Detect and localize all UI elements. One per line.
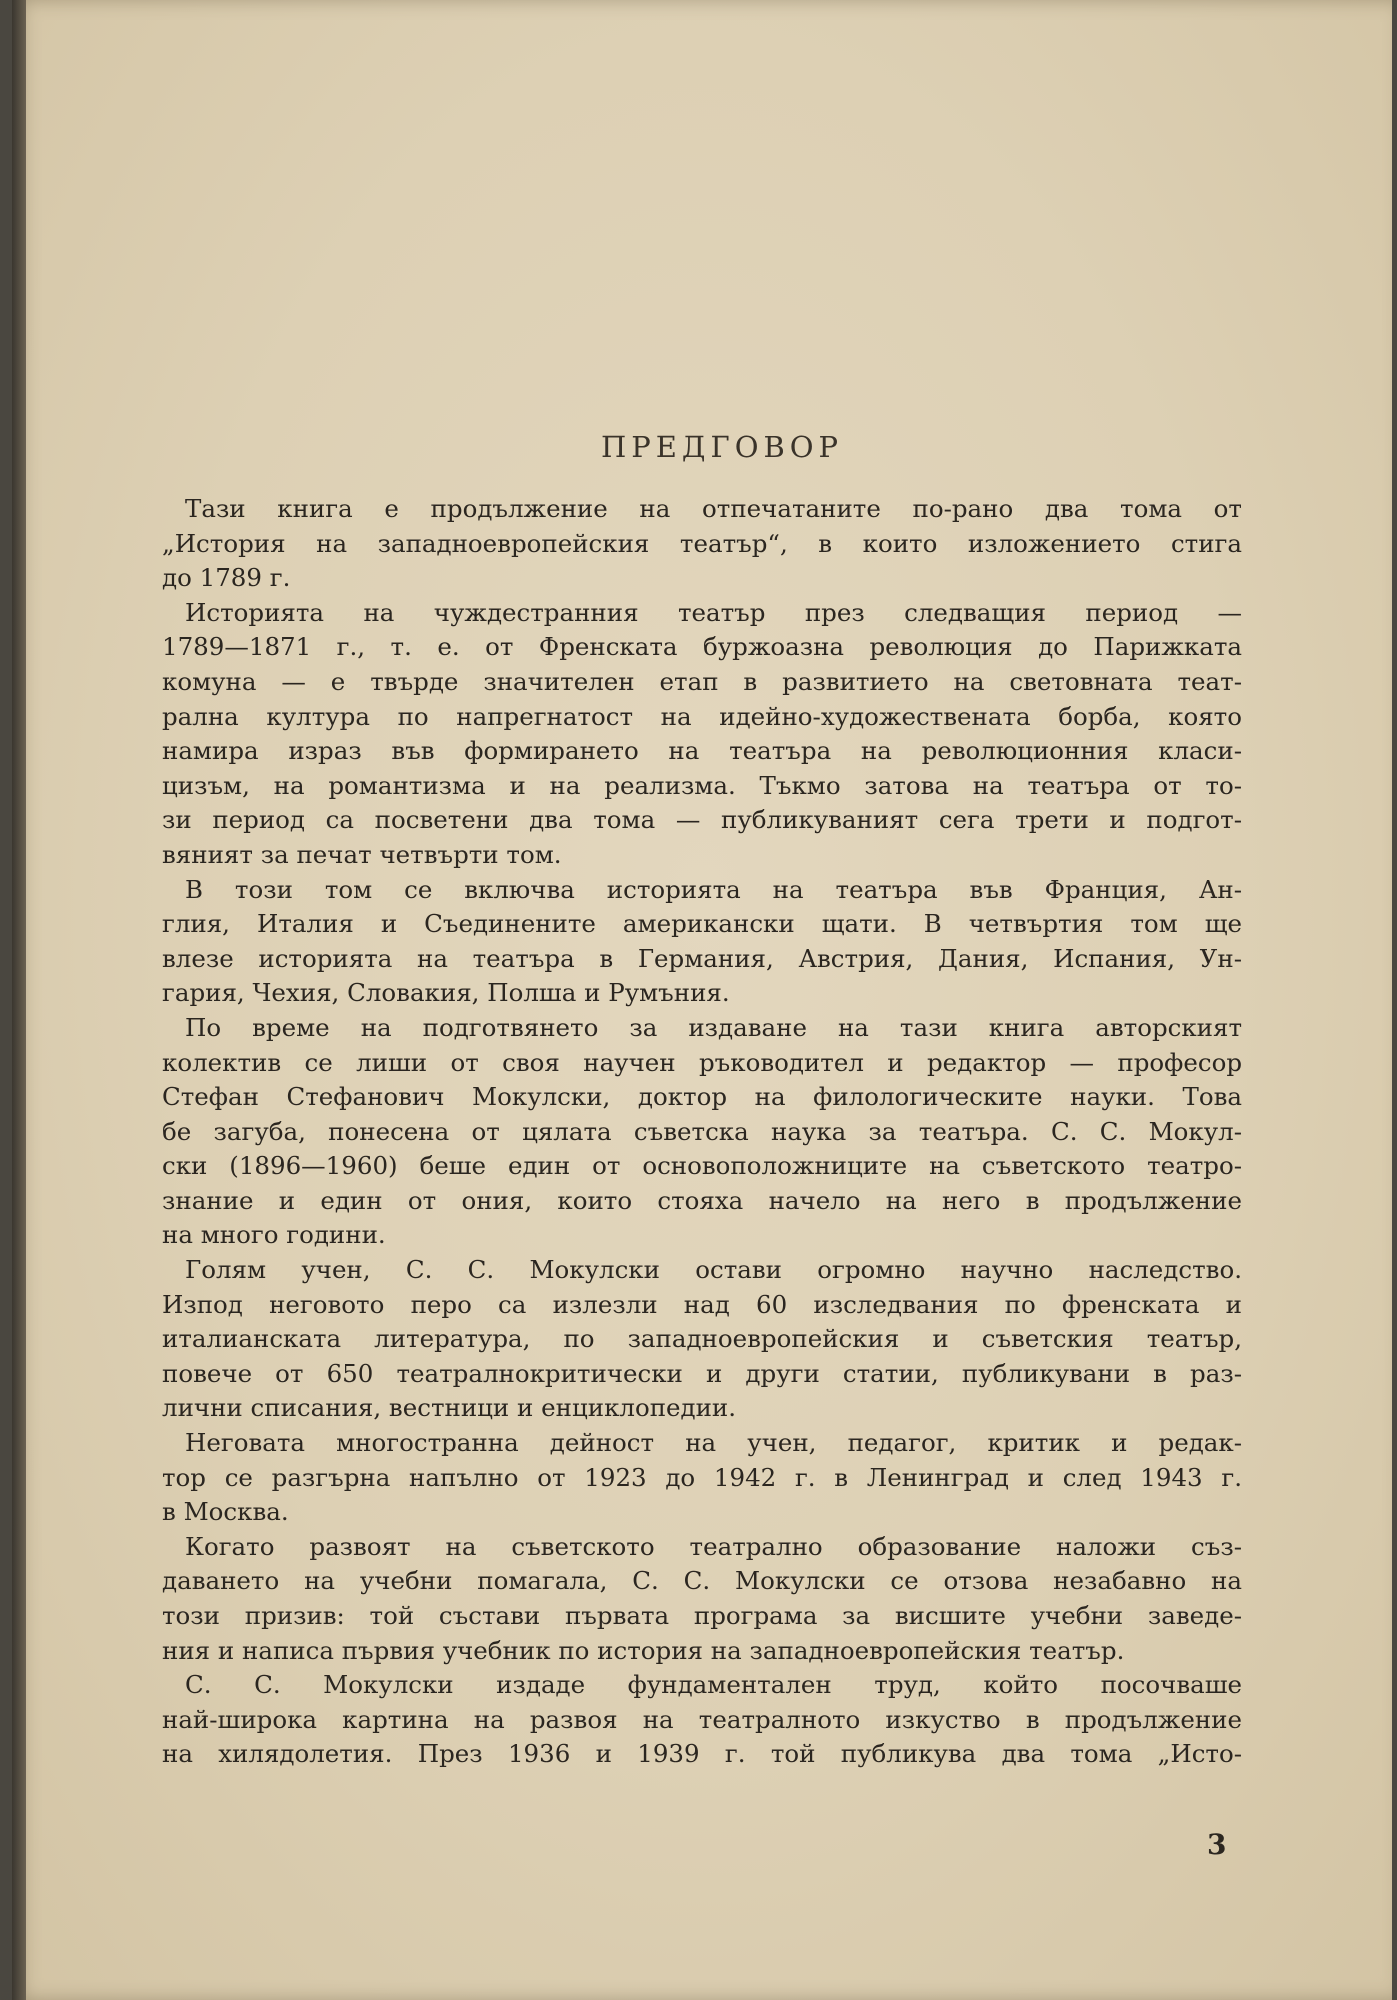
text-line: Неговата многостранна дейност на учен, педагог, критик и редак- bbox=[185, 1428, 1242, 1458]
text-line: С. С. Мокулски издаде фундаментален труд, който посочваше bbox=[185, 1670, 1242, 1700]
text-line: В този том се включва историята на театъра във Франция, Ан- bbox=[185, 874, 1242, 904]
text-line: на хилядолетия. През 1936 и 1939 г. той публикува два тома „Исто- bbox=[162, 1739, 1242, 1769]
text-line: По време на подготвянето за издаване на тази книга авторският bbox=[185, 1012, 1242, 1042]
text-line: колектив се лиши от своя научен ръководител и редактор — професор bbox=[162, 1047, 1242, 1077]
text-line: знание и един от ония, които стояха начело на него в продължение bbox=[162, 1185, 1242, 1215]
paragraph bbox=[162, 596, 1242, 873]
text-line: до 1789 г. bbox=[162, 563, 291, 593]
text-line: Когато развоят на съветското театрално образование наложи съз- bbox=[185, 1531, 1242, 1561]
text-line: комуна — е твърде значителен етап в развитието на световната теат- bbox=[162, 666, 1242, 696]
text-line: тор се разгърна напълно от 1923 до 1942 г. в Ленинград и след 1943 г. bbox=[162, 1462, 1242, 1492]
text-line: в Москва. bbox=[162, 1497, 289, 1527]
paragraph bbox=[162, 1011, 1242, 1253]
text-line: даването на учебни помагала, С. С. Мокулски се отзова незабавно на bbox=[162, 1566, 1242, 1596]
book-page bbox=[12, 0, 1392, 2000]
text-line: рална култура по напрегнатост на идейно-художествената борба, която bbox=[162, 701, 1242, 731]
text-line: Стефан Стефанович Мокулски, доктор на филологическите науки. Това bbox=[162, 1082, 1242, 1112]
paragraph bbox=[162, 873, 1242, 1011]
page-content bbox=[162, 430, 1242, 1772]
paragraph bbox=[162, 1668, 1242, 1772]
text-line: „История на западноевропейския театър“, в които изложението стига bbox=[162, 528, 1242, 558]
paragraph bbox=[162, 1530, 1242, 1668]
text-line: намира израз във формирането на театъра на революционния класи- bbox=[162, 736, 1242, 766]
paragraph bbox=[162, 1253, 1242, 1426]
text-line: италианската литература, по западноевропейския и съветския театър, bbox=[162, 1324, 1242, 1354]
text-line: на много години. bbox=[162, 1220, 386, 1250]
text-line: бе загуба, понесена от цялата съветска наука за театъра. С. С. Мокул- bbox=[162, 1116, 1242, 1146]
page-title: ПРЕДГОВОР bbox=[600, 430, 844, 464]
text-line: влезе историята на театъра в Германия, Австрия, Дания, Испания, Ун- bbox=[162, 943, 1242, 973]
text-line: повече от 650 театралнокритически и други статии, публикувани в раз- bbox=[162, 1358, 1242, 1388]
text-line: 1789—1871 г., т. е. от Френската буржоазна революция до Парижката bbox=[162, 632, 1242, 662]
text-line: гария, Чехия, Словакия, Полша и Румъния. bbox=[162, 978, 730, 1008]
text-line: Изпод неговото перо са излезли над 60 изследвания по френската и bbox=[162, 1289, 1242, 1319]
text-line: най-широка картина на развоя на театралното изкуство в продължение bbox=[162, 1704, 1242, 1734]
text-line: лични списания, вестници и енциклопедии. bbox=[162, 1393, 737, 1423]
text-line: ски (1896—1960) беше един от основоположниците на съветското театро- bbox=[162, 1151, 1242, 1181]
paragraph bbox=[162, 492, 1242, 596]
text-line: ния и написа първия учебник по история на западноевропейския театър. bbox=[162, 1635, 1125, 1665]
text-line: този призив: той състави първата програма за висшите учебни заведе- bbox=[162, 1601, 1242, 1630]
text-line: глия, Италия и Съединените американски щати. В четвъртия том ще bbox=[162, 909, 1242, 939]
book-spine bbox=[12, 0, 26, 2000]
text-line: цизъм, на романтизма и на реализма. Тъкмо затова на театъра от то- bbox=[162, 770, 1242, 800]
text-line: вяният за печат четвърти том. bbox=[162, 839, 562, 869]
text-line: Историята на чуждестранния театър през следващия период — bbox=[185, 597, 1242, 627]
paragraph bbox=[162, 1426, 1242, 1530]
text-line: Тази книга е продължение на отпечатаните по-рано два тома от bbox=[185, 494, 1242, 523]
text-line: Голям учен, С. С. Мокулски остави огромно научно наследство. bbox=[185, 1255, 1242, 1285]
text-line: зи период са посветени два тома — публикуваният сега трети и подгот- bbox=[162, 805, 1242, 835]
page-number: 3 bbox=[1207, 1828, 1227, 1861]
